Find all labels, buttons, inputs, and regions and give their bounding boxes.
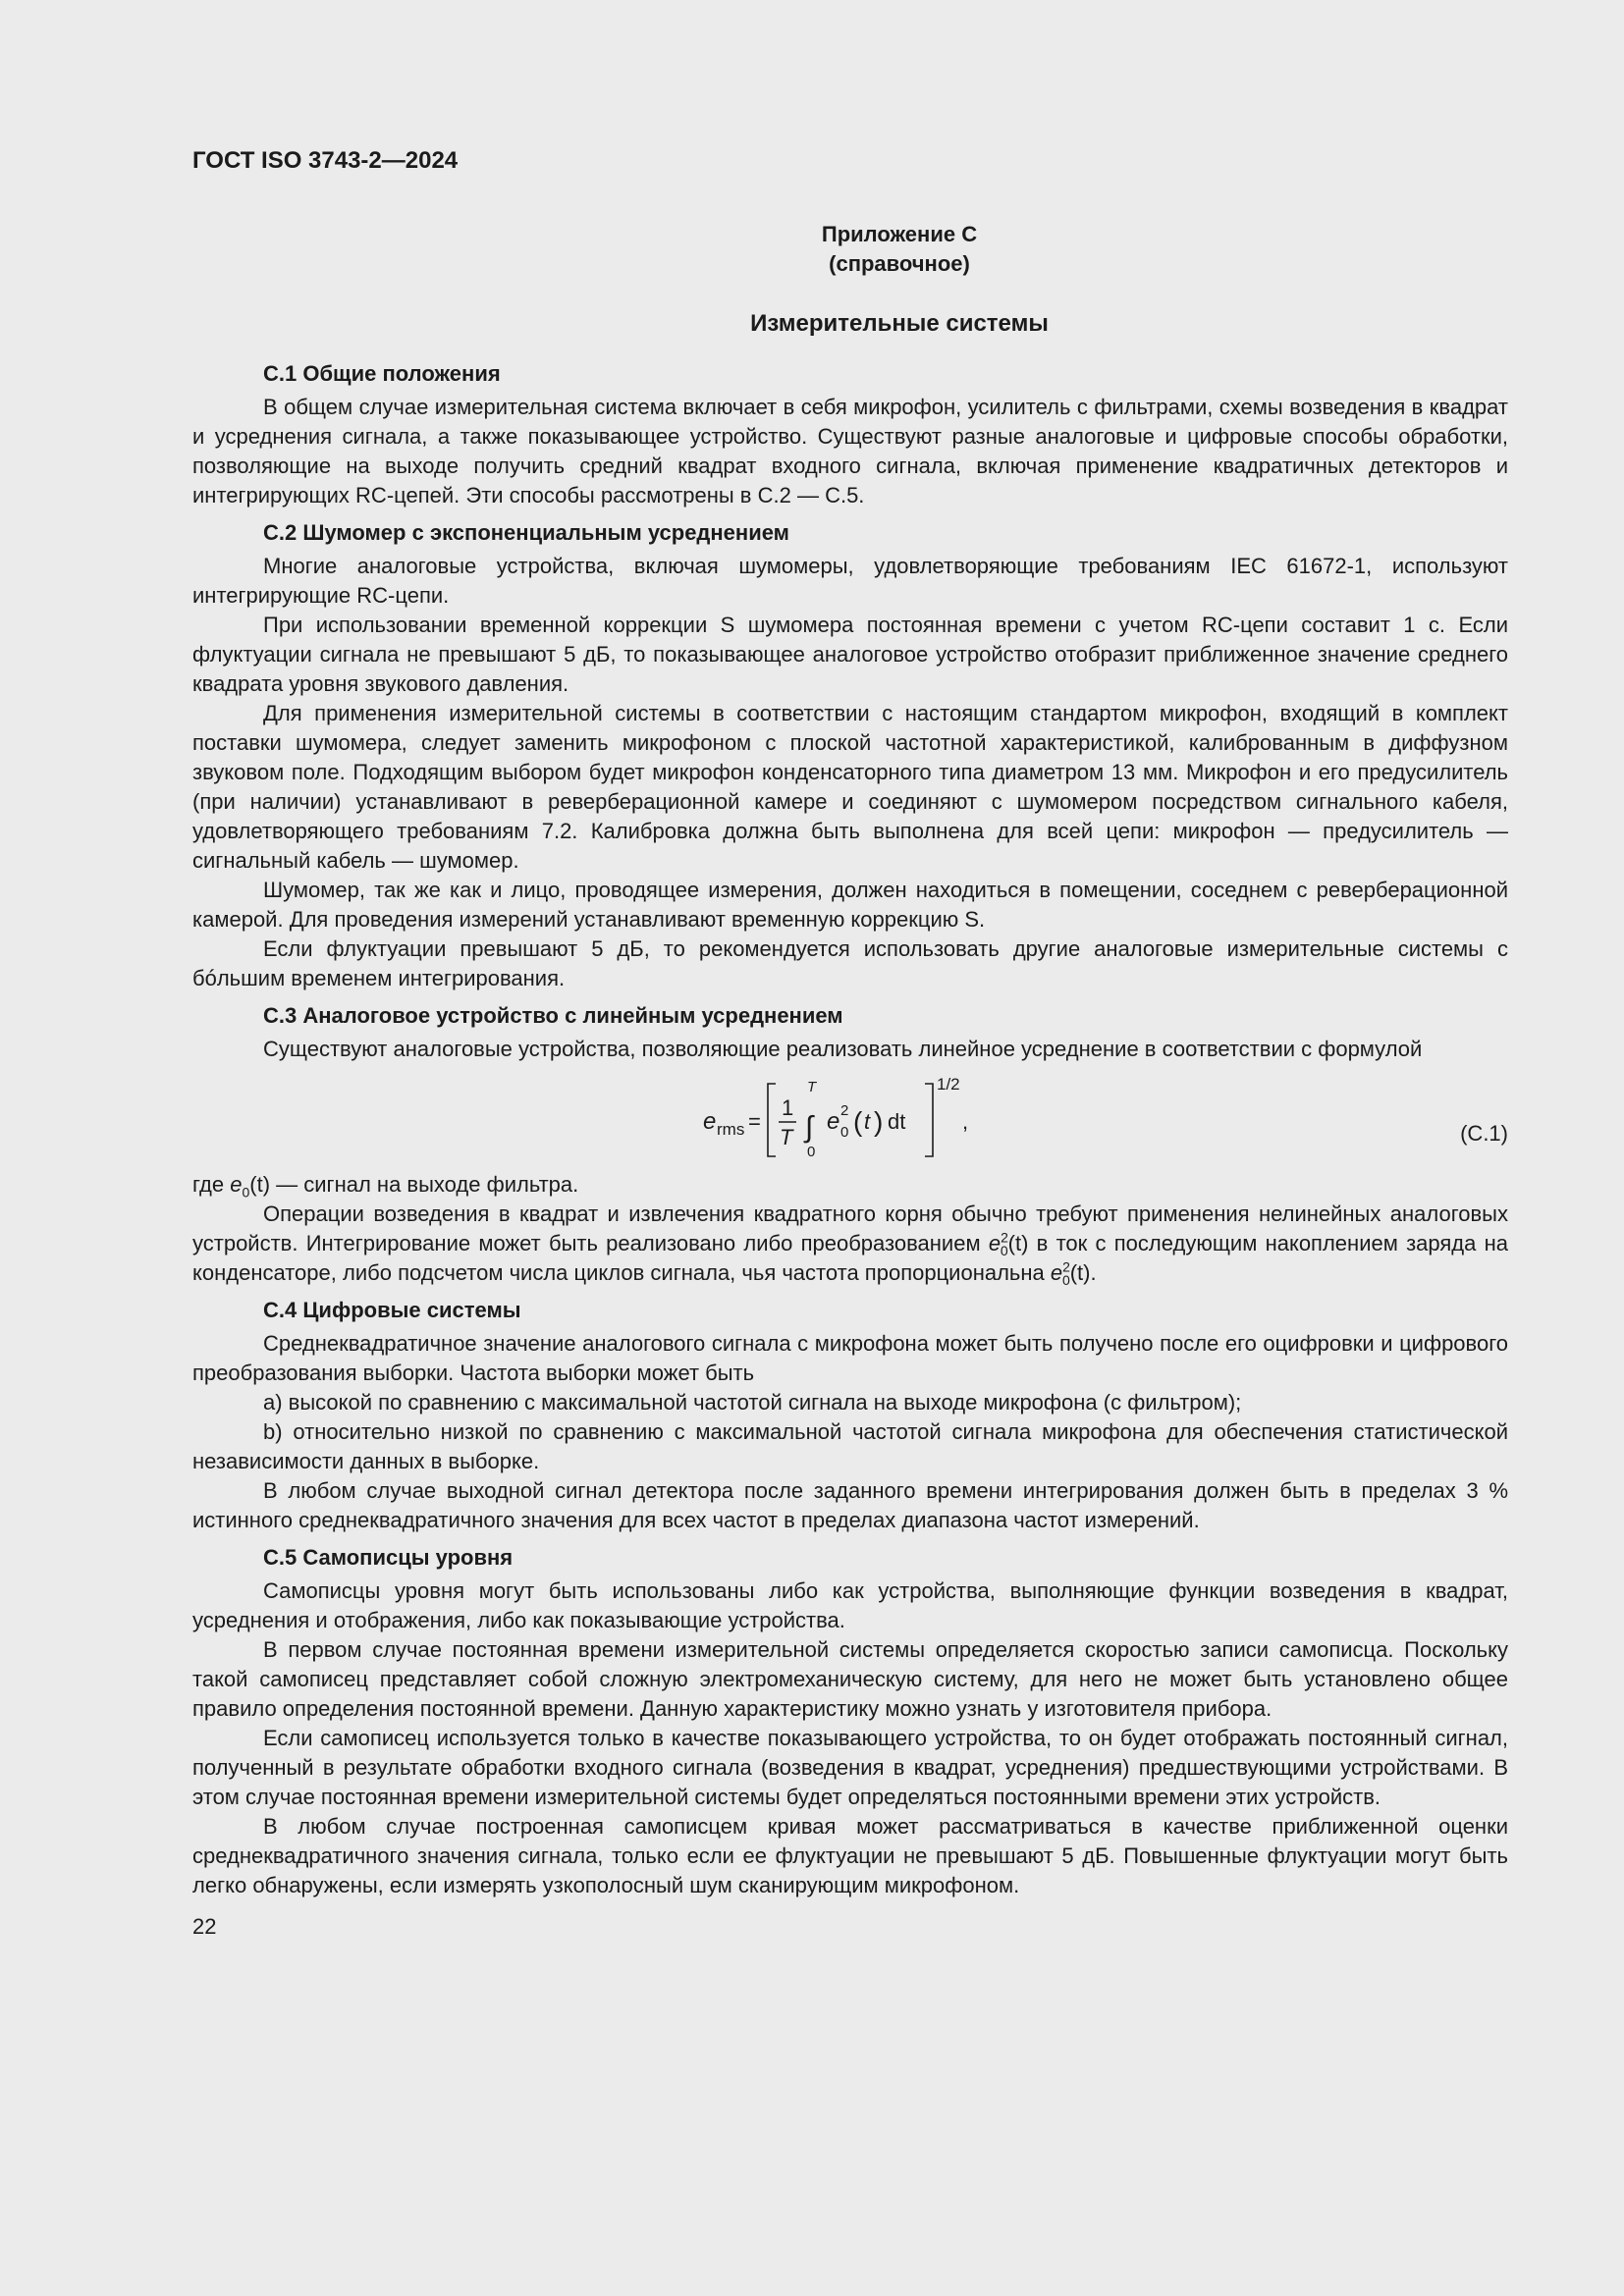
- e0sq-sub-2: 0: [1061, 1272, 1070, 1289]
- e0sq-arg-1: (t): [1007, 1231, 1029, 1255]
- left-bracket: [768, 1084, 776, 1156]
- section-c2-paragraph-3: Для применения измерительной системы в соответствии с настоящим стандартом микрофон, входящий в комплект поставки шумомера, следует заменить микрофоном с плоской частотной характеристикой, калиброванным в диффузном звуковом поле. Подходящим выбором будет микрофон конденсаторного типа диаметром 13 мм. Микрофон и его предусилитель (при наличии) устанавливают в реверберационной камере и соединяют с шумомером посредством сигнального кабеля, удовлетворяющего требованиям 7.2. Калибровка должна быть выполнена для всей цепи: микрофон — предусилитель — сигнальный кабель — шумомер.: [192, 701, 1508, 873]
- appendix-title: Приложение С: [821, 222, 978, 246]
- section-c5-paragraph-2: В первом случае постоянная времени измерительной системы определяется скоростью записи самописца. Поскольку такой самописец представляет собой сложную электромеханическую систему, для него не может быть установлено общее правило определения постоянной времени. Данную характеристику можно узнать у изготовителя прибора.: [192, 1637, 1508, 1721]
- integrand-sub: 0: [840, 1124, 849, 1141]
- integral-lower: 0: [807, 1144, 816, 1160]
- c3-p2-part2: в ток с последующим накоплением заряда на конденсаторе, либо подсчетом числа циклов сигнала, чья частота пропорциональна: [192, 1231, 1508, 1285]
- integrand-arg: t: [864, 1109, 871, 1134]
- paren-right: ): [874, 1106, 884, 1137]
- section-c2-title: С.2 Шумомер с экспоненциальным усреднением: [263, 520, 789, 545]
- section-c4-item-a: a) высокой по сравнению с максимальной частотой сигнала на выходе микрофона (с фильтром);: [263, 1390, 1242, 1415]
- e0sq-symbol-2: e: [1050, 1260, 1063, 1285]
- formula-c1: [192, 1066, 1508, 1166]
- c3-p2-part1: Операции возведения в квадрат и извлечения квадратного корня обычно требуют применения нелинейных аналоговых устройств. Интегрирование может быть реализовано либо преобразованием: [192, 1201, 1508, 1255]
- section-c5-title: С.5 Самописцы уровня: [263, 1545, 514, 1570]
- integral-sign: ∫: [805, 1111, 814, 1144]
- e0sq-sup-1: 2: [1001, 1229, 1008, 1246]
- integrand-diff: dt: [888, 1109, 906, 1134]
- where-prefix: где: [192, 1172, 231, 1197]
- appendix-subtitle: (справочное): [829, 251, 970, 276]
- e0-arg: (t): [249, 1172, 271, 1197]
- formula-equals: =: [748, 1109, 761, 1134]
- section-c4-paragraph-1: Среднеквадратичное значение аналогового сигнала с микрофона может быть получено после его оцифровки и цифрового преобразования выборки. Частота выборки может быть: [192, 1331, 1508, 1385]
- section-c2-paragraph-2: При использовании временной коррекции S шумомера постоянная времени с учетом RC-цепи составит 1 с. Если флуктуации сигнала не превышают 5 дБ, то показывающее аналоговое устройство отобразит приближенное значение среднего квадрата уровня звукового давления.: [192, 613, 1508, 696]
- formula-frac-num: 1: [782, 1095, 794, 1120]
- e0-sub: 0: [242, 1184, 250, 1201]
- e0sq-sub-1: 0: [1000, 1243, 1008, 1259]
- e0sq-sup-2: 2: [1062, 1258, 1070, 1275]
- formula-number: (С.1): [1460, 1121, 1508, 1146]
- formula-frac-den: T: [780, 1125, 793, 1149]
- e0sq-symbol-1: e: [988, 1231, 1001, 1255]
- where-suffix: — сигнал на выходе фильтра.: [270, 1172, 579, 1197]
- section-c3-paragraph-2: [192, 1200, 1508, 1288]
- formula-where-line: [192, 1170, 1508, 1200]
- section-c5-paragraph-4: В любом случае построенная самописцем кривая может рассматриваться в качестве приближенной оценки среднеквадратичного значения сигнала, только если ее флуктуации не превышают 5 дБ. Повышенные флуктуации могут быть легко обнаружены, если измерять узкополосный шум сканирующим микрофоном.: [192, 1814, 1508, 1897]
- section-c1-title: С.1 Общие положения: [263, 361, 501, 386]
- formula-lhs: e: [703, 1108, 717, 1135]
- section-c5-paragraph-1: Самописцы уровня могут быть использованы либо как устройства, выполняющие функции возведения в квадрат, усреднения и отображения, либо как показывающие устройства.: [192, 1578, 1508, 1632]
- section-c5-paragraph-3: Если самописец используется только в качестве показывающего устройства, то он будет отображать постоянный сигнал, полученный в результате обработки входного сигнала (возведения в квадрат, усреднения) предшествующими устройствами. В этом случае постоянная времени измерительной системы будет определяться постоянными времени этих устройств.: [192, 1726, 1508, 1809]
- document-id: ГОСТ ISO 3743-2—2024: [192, 147, 459, 174]
- section-c2-paragraph-4: Шумомер, так же как и лицо, проводящее измерения, должен находиться в помещении, соседнем с реверберационной камерой. Для проведения измерений устанавливают временную коррекцию S.: [192, 878, 1508, 932]
- section-c3-paragraph-1: Существуют аналоговые устройства, позволяющие реализовать линейное усреднение в соответствии с формулой: [263, 1037, 1423, 1061]
- formula-trail: ,: [962, 1109, 969, 1134]
- appendix-main-title: Измерительные системы: [750, 310, 1049, 337]
- section-c4-title: С.4 Цифровые системы: [263, 1298, 521, 1322]
- formula-lhs-sub: rms: [717, 1120, 745, 1139]
- section-c3-title: С.3 Аналоговое устройство с линейным усреднением: [263, 1003, 843, 1028]
- section-c4-paragraph-2: В любом случае выходной сигнал детектора после заданного времени интегрирования должен быть в пределах 3 % истинного среднеквадратичного значения для всех частот в пределах диапазона частот измерений.: [192, 1478, 1508, 1532]
- section-c2-paragraph-1: Многие аналоговые устройства, включая шумомеры, удовлетворяющие требованиям IEC 61672-1, используют интегрирующие RC-цепи.: [192, 554, 1508, 608]
- integrand-sup: 2: [840, 1102, 849, 1119]
- formula-power: 1/2: [937, 1075, 960, 1094]
- integral-upper: T: [807, 1079, 817, 1095]
- c3-p2-part3: .: [1090, 1260, 1097, 1285]
- e0sq-arg-2: (t): [1069, 1260, 1091, 1285]
- section-c1-paragraph: В общем случае измерительная система включает в себя микрофон, усилитель с фильтрами, схемы возведения в квадрат и усреднения сигнала, а также показывающее устройство. Существуют разные аналоговые и цифровые способы обработки, позволяющие на выходе получить средний квадрат входного сигнала, включая применение квадратичных детекторов и интегрирующих RC-цепей. Эти способы рассмотрены в С.2 — С.5.: [192, 395, 1508, 507]
- right-bracket: [925, 1084, 933, 1156]
- e0-symbol: e: [230, 1172, 243, 1197]
- section-c2-paragraph-5: Если флуктуации превышают 5 дБ, то рекомендуется использовать другие аналоговые измерительные системы с бóльшим временем интегрирования.: [192, 936, 1508, 990]
- page-number: 22: [192, 1914, 217, 1939]
- integrand-base: e: [827, 1108, 840, 1135]
- section-c4-item-b: b) относительно низкой по сравнению с максимальной частотой сигнала микрофона для обеспечения статистической независимости данных в выборке.: [192, 1419, 1508, 1473]
- document-page: [192, 147, 1508, 1940]
- rms-formula: [703, 1066, 998, 1164]
- paren-left: (: [853, 1106, 863, 1137]
